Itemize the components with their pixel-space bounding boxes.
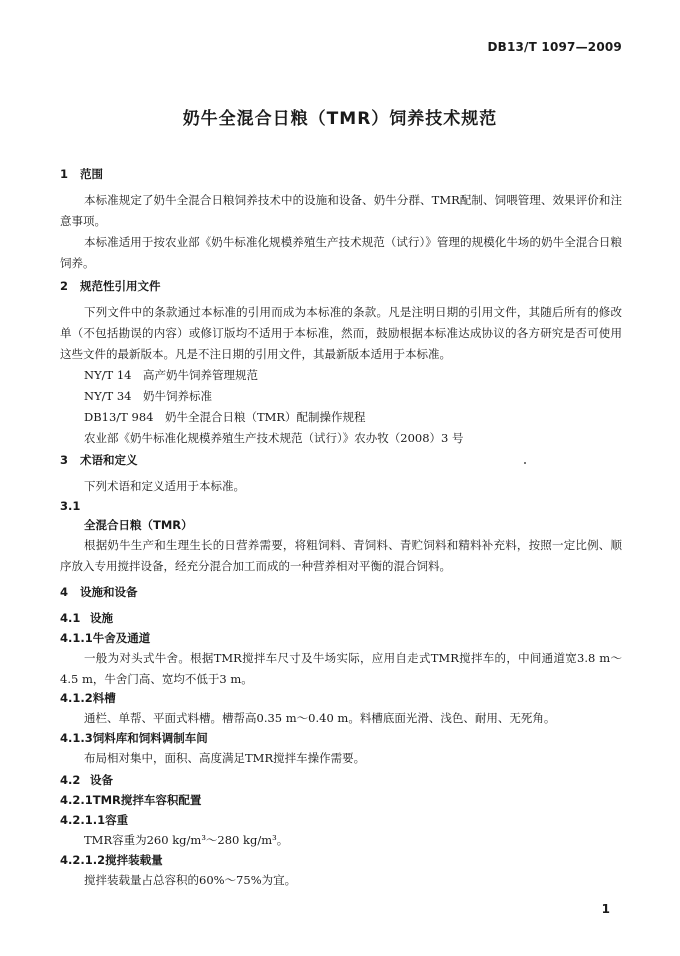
term-definition: 根据奶牛生产和生理生长的日营养需要，将粗饲料、青饲料、青贮饲料和精料补充料，按照一定比例、顺序放入专用搅拌设备，经充分混合加工而成的一种营养相对平衡的混合饲料。 (60, 538, 622, 573)
document-code: DB13/T 1097—2009 (487, 40, 622, 54)
section-title: 范围 (80, 167, 103, 181)
paragraph: 布局相对集中，面积、高度满足TMR搅拌车操作需要。 (84, 751, 366, 765)
paragraph: 下列术语和定义适用于本标准。 (84, 479, 245, 493)
section-number: 1 (60, 167, 69, 181)
section-heading (60, 452, 622, 468)
subsection-title: 牛舍及通道 (92, 631, 151, 645)
paragraph: 本标准适用于按农业部《奶牛标准化规模养殖生产技术规范（试行）》管理的规模化牛场的奶牛全混合日粮饲养。 (60, 235, 622, 270)
subsection-number: 4.1.2 (60, 691, 93, 705)
section-4 (60, 584, 622, 600)
subsection-4-1 (60, 610, 622, 626)
subsection-number: 4.1 (60, 611, 81, 625)
subsection-4-2-1 (60, 792, 622, 808)
section-title: 设施和设备 (80, 585, 138, 599)
section-title: 规范性引用文件 (80, 279, 161, 293)
subsection-number: 4.1.3 (60, 731, 93, 745)
paragraph: 通栏、单帮、平面式料槽。槽帮高0.35 m～0.40 m。料槽底面光滑、浅色、耐用、无死角。 (84, 711, 556, 725)
section-2-body (60, 302, 622, 449)
subsection-number: 4.2 (60, 773, 81, 787)
paragraph: 本标准规定了奶牛全混合日粮饲养技术中的设施和设备、奶牛分群、TMR配制、饲喂管理、效果评价和注意事项。 (60, 193, 622, 228)
paragraph: 一般为对头式牛舍。根据TMR搅拌车尺寸及牛场实际，应用自走式TMR搅拌车的，中间通道宽3.8 m～4.5 m，牛舍门高、宽均不低于3 m。 (60, 651, 622, 686)
subsection-number: 3.1 (60, 499, 81, 513)
section-heading (60, 278, 622, 294)
subsection-title: TMR搅拌车容积配置 (92, 793, 202, 807)
subsection-4-2-1-2 (60, 852, 622, 891)
term-name: 全混合日粮（TMR） (84, 518, 193, 532)
section-1-body (60, 190, 622, 274)
section-number: 3 (60, 453, 69, 467)
section-number: 4 (60, 585, 69, 599)
scan-speck (524, 462, 526, 464)
subsection-4-1-2 (60, 690, 622, 729)
reference-item: NY/T 34 奶牛饲养标准 (84, 389, 212, 403)
subsection-title: 设施 (90, 611, 113, 625)
section-title: 术语和定义 (80, 453, 138, 467)
subsection-4-2 (60, 772, 622, 788)
section-number: 2 (60, 279, 69, 293)
section-2 (60, 278, 622, 294)
paragraph: TMR容重为260 kg/m³～280 kg/m³。 (84, 833, 289, 847)
subsection-number: 4.2.1.1 (60, 813, 106, 827)
reference-item: NY/T 14 高产奶牛饲养管理规范 (84, 368, 258, 382)
subsection-title: 料槽 (92, 691, 116, 705)
subsection-number: 4.2.1.2 (60, 853, 106, 867)
section-3-body (60, 476, 622, 577)
subsection-title: 搅拌装载量 (105, 853, 163, 867)
page-title: 奶牛全混合日粮（TMR）饲养技术规范 (182, 109, 498, 129)
reference-item: 农业部《奶牛标准化规模养殖生产技术规范（试行）》农办牧（2008）3 号 (84, 431, 464, 445)
subsection-title: 设备 (90, 773, 113, 787)
subsection-number: 4.2.1 (60, 793, 93, 807)
subsection-4-1-3 (60, 730, 622, 769)
subsection-title: 容重 (105, 813, 129, 827)
section-1 (60, 166, 622, 182)
subsection-number: 4.1.1 (60, 631, 93, 645)
page-number: 1 (601, 902, 610, 916)
reference-item: DB13/T 984 奶牛全混合日粮（TMR）配制操作规程 (84, 410, 366, 424)
subsection-4-2-1-1 (60, 812, 622, 851)
paragraph: 下列文件中的条款通过本标准的引用而成为本标准的条款。凡是注明日期的引用文件，其随后所有的修改单（不包括勘误的内容）或修订版均不适用于本标准，然而，鼓励根据本标准达成协议的各方研究是否可使用这些文件的最新版本。凡是不注日期的引用文件，其最新版本适用于本标准。 (60, 305, 622, 361)
subsection-title: 饲料库和饲料调制车间 (92, 731, 208, 745)
section-heading (60, 166, 622, 182)
section-3 (60, 452, 622, 468)
paragraph: 搅拌装载量占总容积的60%～75%为宜。 (84, 873, 297, 887)
section-heading (60, 584, 622, 600)
subsection-4-1-1 (60, 630, 622, 690)
